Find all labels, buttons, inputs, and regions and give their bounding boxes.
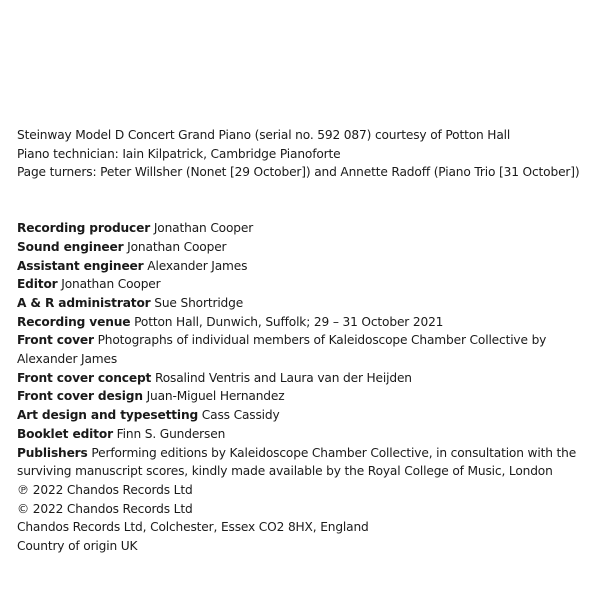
credit-editor — [17, 275, 597, 294]
credit-value: Sue Shortridge — [154, 295, 244, 310]
credit-value: Photographs of individual members of Kaleidoscope Chamber Collective by Alexander James — [17, 333, 547, 367]
copyright-block — [17, 481, 597, 556]
phonographic-copyright: ℗ 2022 Chandos Records Ltd — [17, 482, 193, 497]
credit-value: Potton Hall, Dunwich, Suffolk; 29 – 31 October 2021 — [134, 314, 444, 329]
instrument-notes — [17, 126, 597, 182]
credit-label: Publishers — [17, 445, 88, 460]
credit-label: Booklet editor — [17, 426, 113, 441]
credit-value: Finn S. Gundersen — [116, 426, 226, 441]
credit-art-design — [17, 406, 597, 425]
credit-label: Sound engineer — [17, 239, 124, 254]
credit-label: A & R administrator — [17, 295, 151, 310]
page-turners-note: Page turners: Peter Willsher (Nonet [29 October]) and Annette Radoff (Piano Trio [31 October]) — [17, 165, 580, 180]
credit-sound-engineer — [17, 238, 597, 257]
label-address: Chandos Records Ltd, Colchester, Essex CO2 8HX, England — [17, 520, 369, 535]
credit-value: Rosalind Ventris and Laura van der Heijden — [154, 370, 412, 385]
piano-note: Steinway Model D Concert Grand Piano (serial no. 592 087) courtesy of Potton Hall — [17, 128, 511, 142]
credit-publishers — [17, 444, 592, 481]
copyright: © 2022 Chandos Records Ltd — [17, 501, 193, 516]
section-spacer — [17, 182, 597, 219]
credit-booklet-editor — [17, 425, 597, 444]
country-of-origin: Country of origin UK — [17, 539, 138, 554]
credit-label: Recording venue — [17, 314, 131, 329]
credit-label: Assistant engineer — [17, 258, 144, 273]
credit-value: Cass Cassidy — [201, 408, 280, 423]
credit-label: Editor — [17, 277, 58, 292]
credit-value: Juan-Miguel Hernandez — [146, 389, 285, 404]
credit-front-cover-concept — [17, 369, 597, 388]
credit-assistant-engineer — [17, 257, 597, 276]
credit-label: Recording producer — [17, 221, 151, 236]
credit-label: Front cover design — [17, 389, 143, 404]
credit-value: Jonathan Cooper — [153, 221, 254, 236]
piano-technician-note: Piano technician: Iain Kilpatrick, Cambridge Pianoforte — [17, 146, 341, 161]
production-credits — [17, 219, 597, 481]
credit-value: Jonathan Cooper — [127, 239, 227, 254]
credit-value: Performing editions by Kaleidoscope Chamber Collective, in consultation with the surviving manuscript scores, kindly made available by the Royal College of Music, London — [17, 445, 577, 479]
credit-value: Alexander James — [147, 258, 248, 273]
credit-front-cover-design — [17, 387, 597, 406]
credit-recording-producer — [17, 219, 597, 238]
credit-front-cover — [17, 331, 592, 368]
credit-label: Front cover concept — [17, 370, 152, 385]
credit-value: Jonathan Cooper — [61, 277, 161, 292]
credits-page — [17, 126, 597, 556]
credit-recording-venue — [17, 313, 597, 332]
credit-ar-administrator — [17, 294, 597, 313]
credit-label: Art design and typesetting — [17, 408, 199, 423]
credit-label: Front cover — [17, 333, 94, 348]
